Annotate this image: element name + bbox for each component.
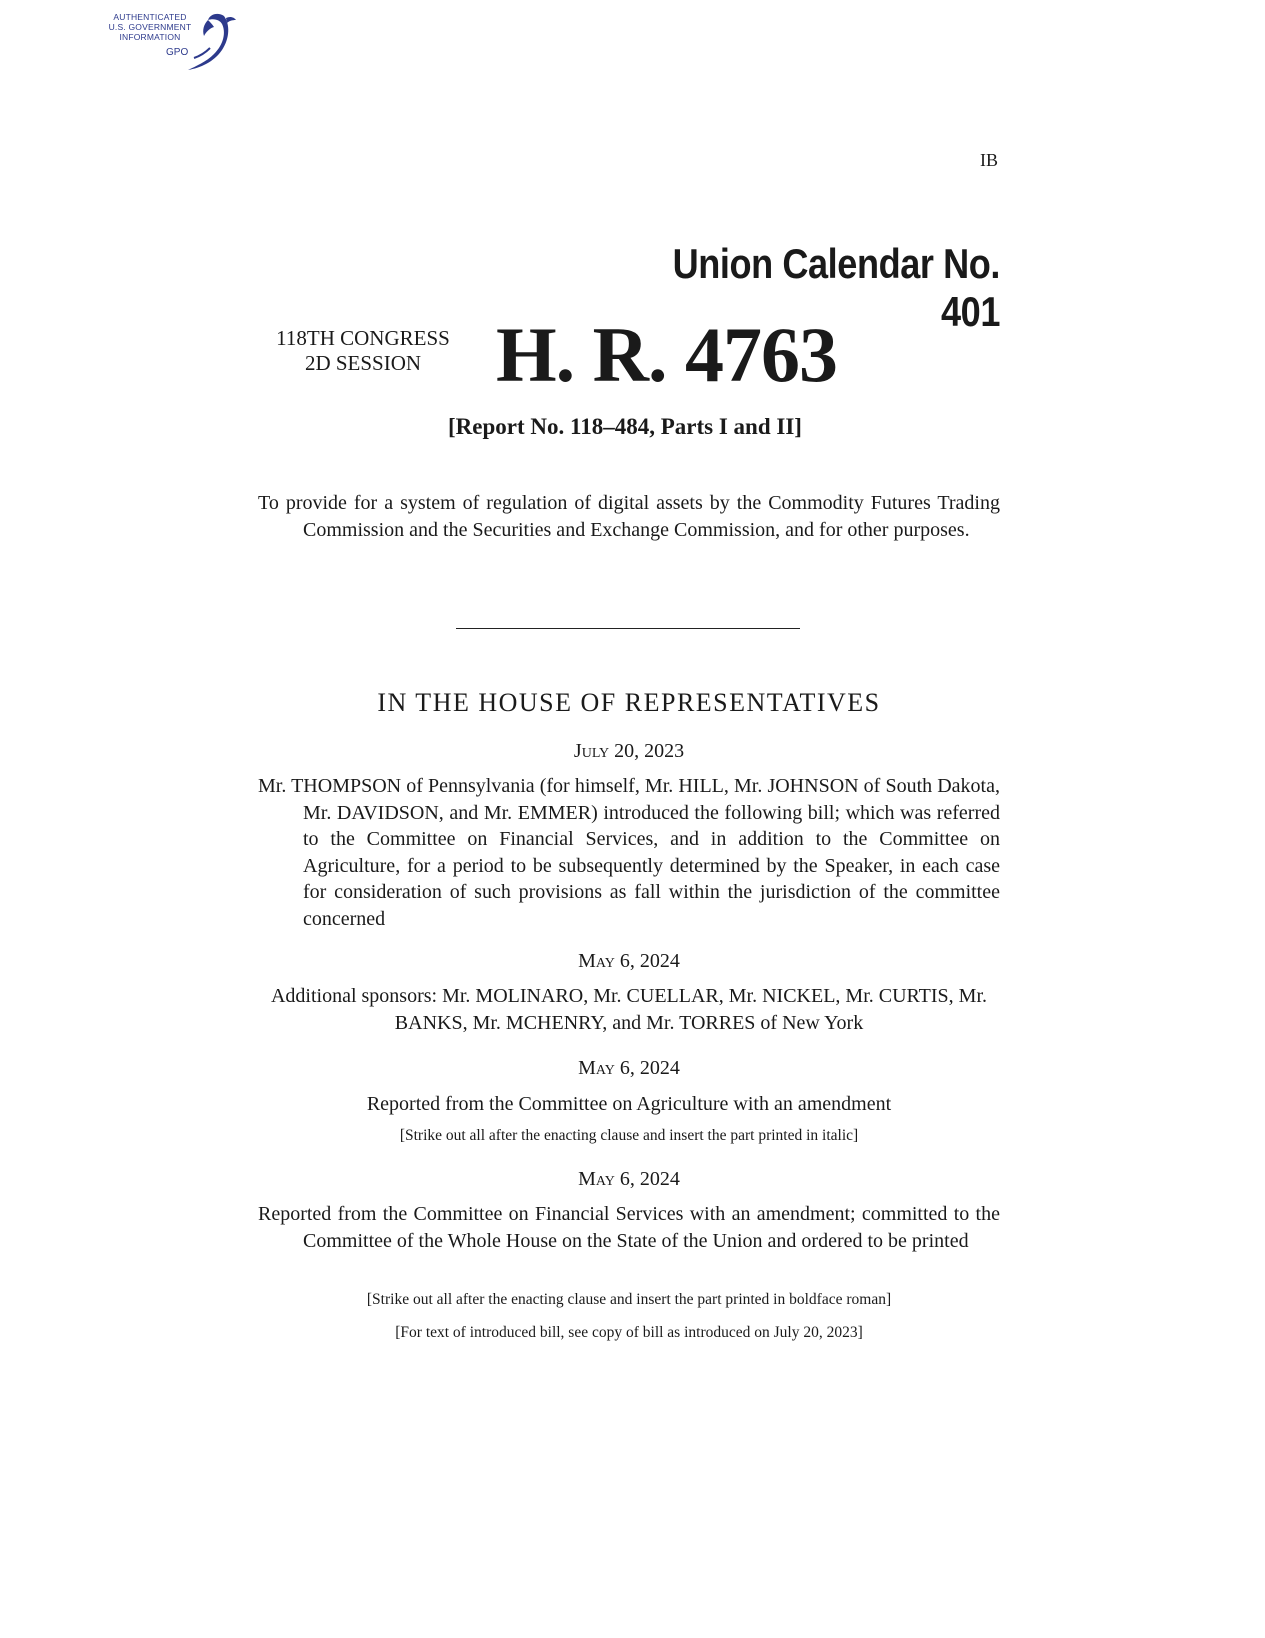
agriculture-report-text: Reported from the Committee on Agriculture with an amendment xyxy=(366,1093,892,1115)
divider-rule xyxy=(456,628,800,629)
financial-services-report-text: Reported from the Committee on Financial Services with an amendment; committed to the Committee of the Whole House on the State of the Union and ordered to be printed xyxy=(258,1203,1000,1252)
chamber-heading: IN THE HOUSE OF REPRESENTATIVES xyxy=(377,688,881,717)
additional-sponsors: Additional sponsors: Mr. MOLINARO, Mr. CUELLAR, Mr. NICKEL, Mr. CURTIS, Mr. BANKS, Mr. MCHENRY, and Mr. TORRES of New York xyxy=(270,985,988,1034)
bill-purpose: To provide for a system of regulation of digital assets by the Commodity Futures Trading Commission and the Securities and Exchange Commission, and for other purposes. xyxy=(258,492,1000,541)
financial-services-amendment-note: [Strike out all after the enacting clause and insert the part printed in boldface roman] xyxy=(366,1291,892,1308)
sponsors-date: May 6, 2024 xyxy=(578,950,680,972)
introduced-date: July 20, 2023 xyxy=(573,740,685,762)
agriculture-amendment-note: [Strike out all after the enacting clause and insert the part printed in italic] xyxy=(399,1127,859,1144)
congress-session xyxy=(258,326,468,376)
introduced-text-note: [For text of introduced bill, see copy of bill as introduced on July 20, 2023] xyxy=(395,1324,863,1341)
bill-print-code: IB xyxy=(980,150,998,170)
congress-line: 118TH CONGRESS xyxy=(276,326,450,350)
seal-gpo-mark: GPO xyxy=(166,47,189,58)
financial-services-report-date: May 6, 2024 xyxy=(578,1168,680,1190)
seal-text: AUTHENTICATED U.S. GOVERNMENT INFORMATION xyxy=(108,12,192,42)
session-line: 2D SESSION xyxy=(304,351,422,375)
eagle-icon xyxy=(174,8,238,74)
agriculture-report-date: May 6, 2024 xyxy=(578,1057,680,1079)
gpo-authentication-seal xyxy=(100,8,238,74)
bill-number: H. R. 4763 xyxy=(496,311,837,398)
union-calendar-number: Union Calendar No. 401 xyxy=(672,240,1000,335)
introduction-paragraph: Mr. THOMPSON of Pennsylvania (for himself, Mr. HILL, Mr. JOHNSON of South Dakota, Mr. DAVIDSON, and Mr. EMMER) introduced the following bill; which was referred to the Committee on Financial Services, and in addition to the Committee on Agriculture, for a period to be subsequently determined by the Speaker, in each case for consideration of such provisions as fall within the jurisdiction of the committee concerned xyxy=(258,775,1000,930)
report-number: [Report No. 118–484, Parts I and II] xyxy=(448,414,802,439)
